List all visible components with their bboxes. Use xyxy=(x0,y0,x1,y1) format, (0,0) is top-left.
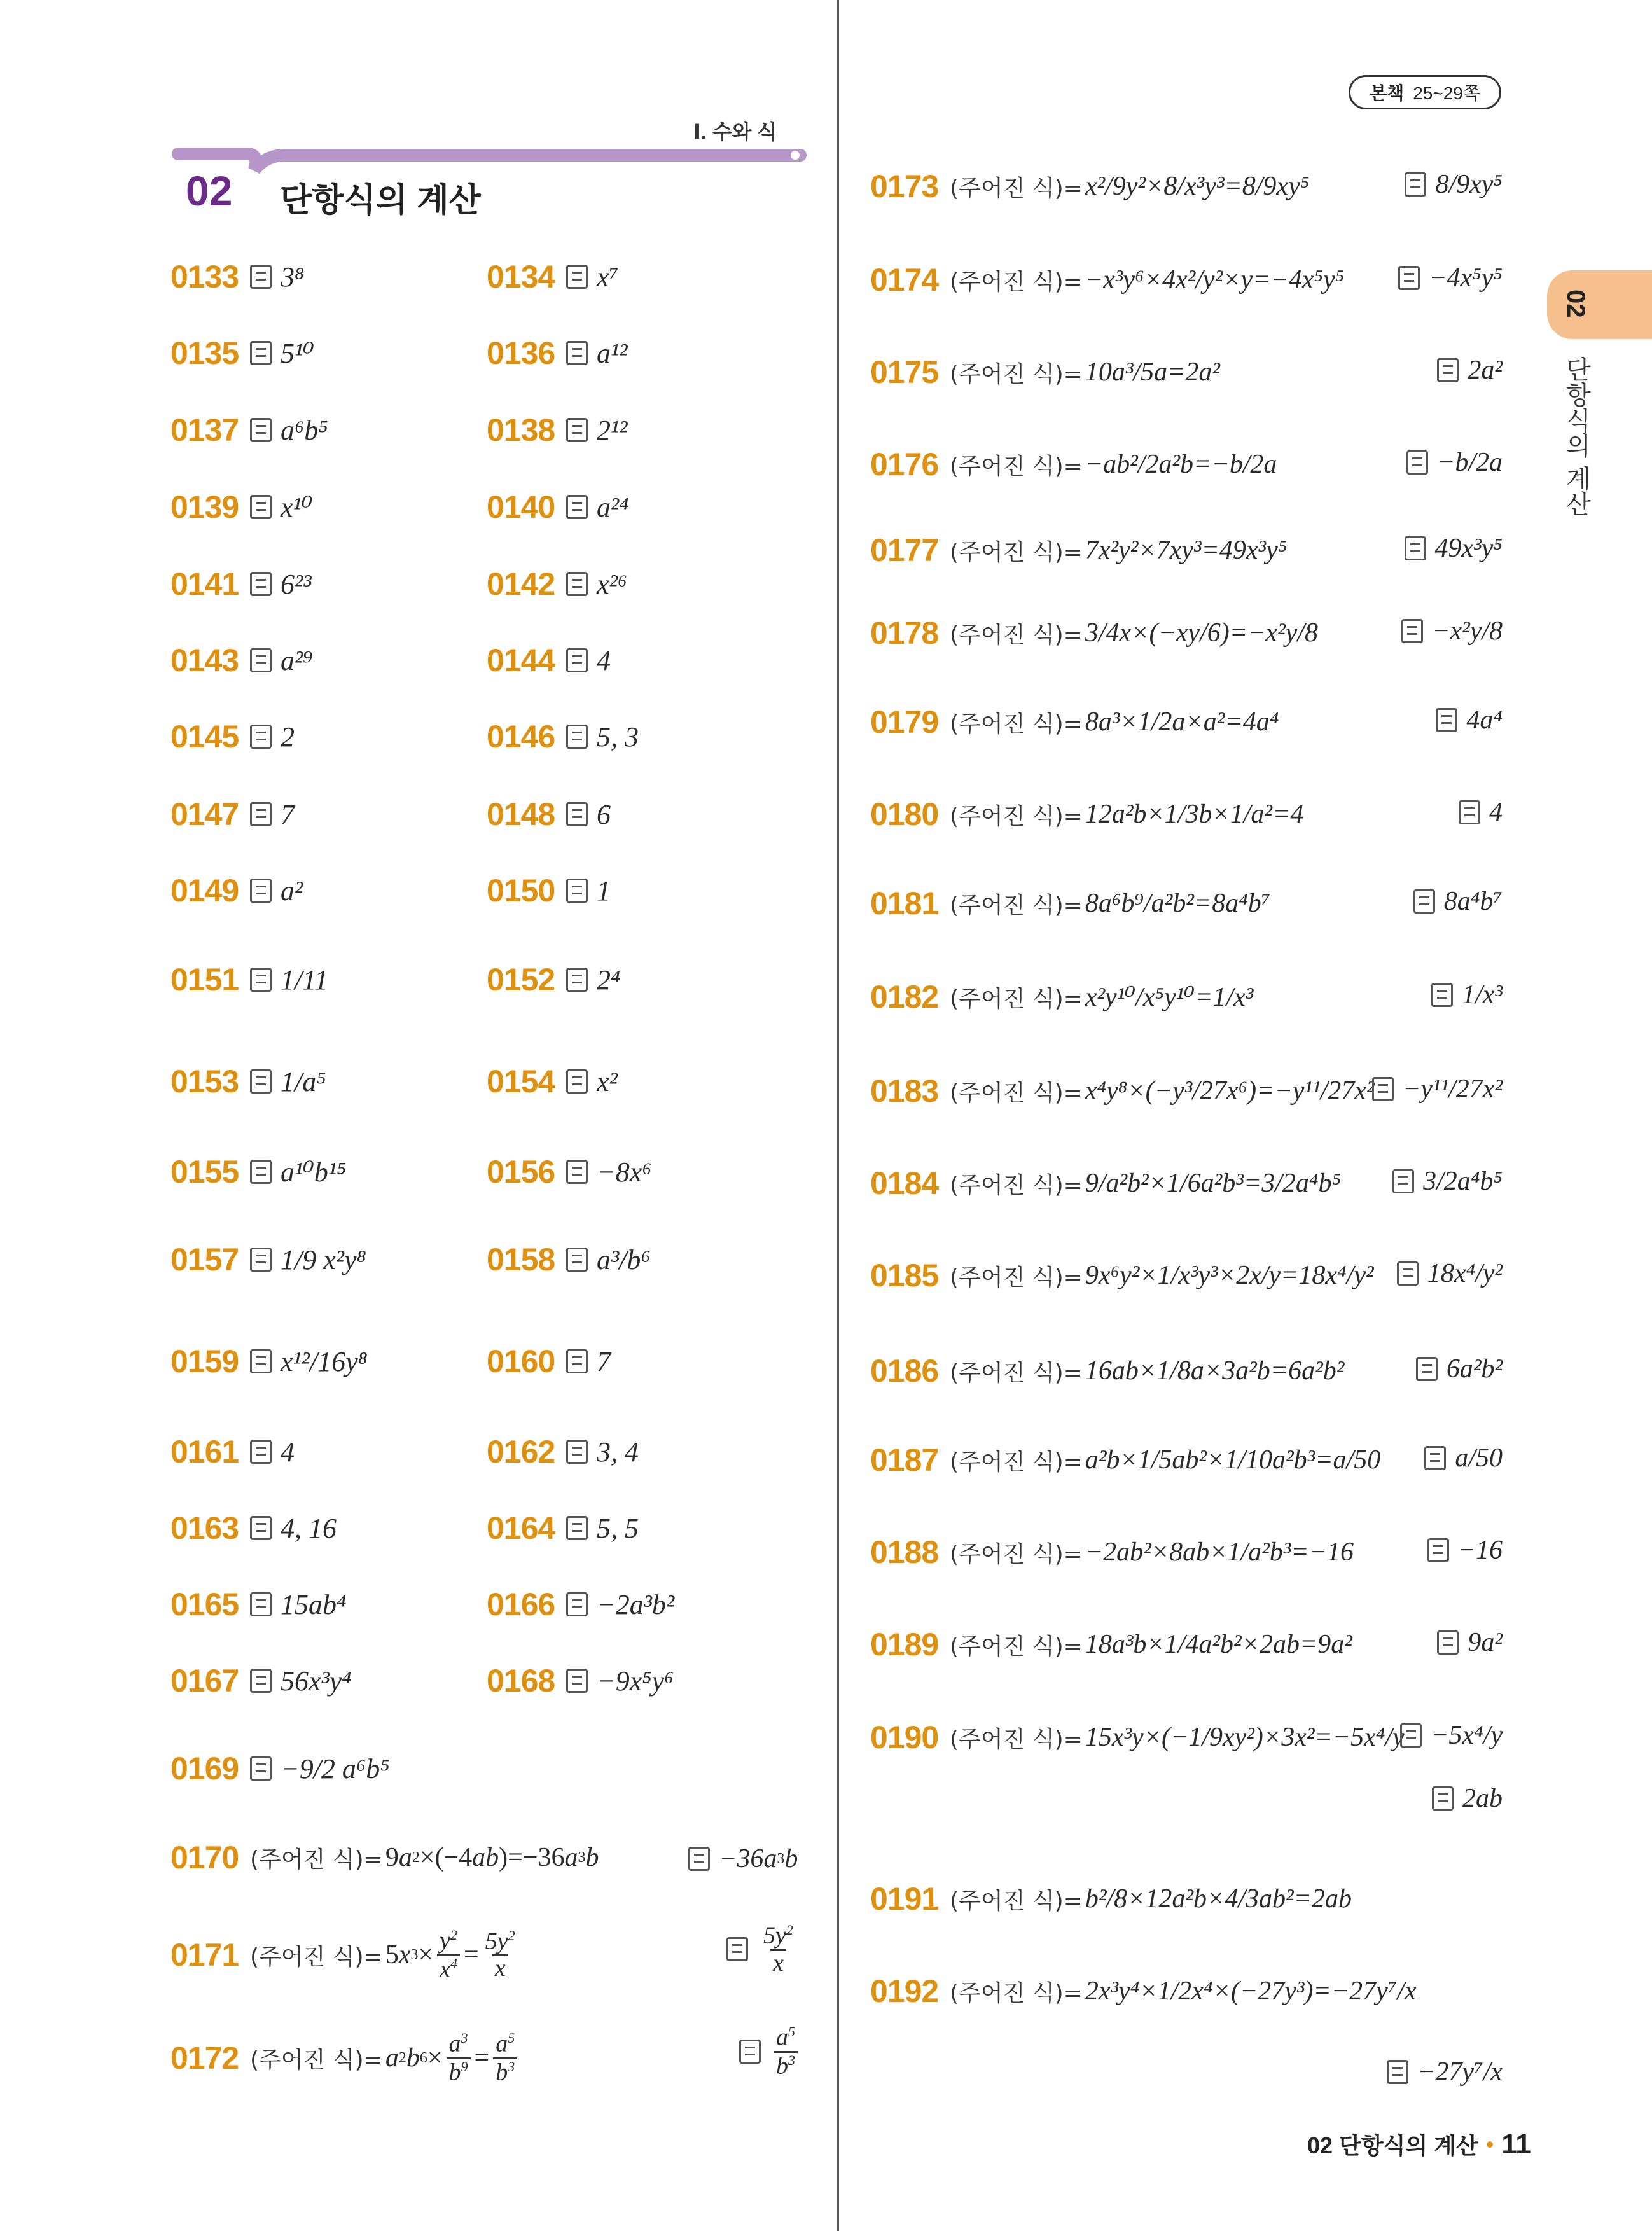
answer-0187 xyxy=(1424,1443,1503,1473)
answer-value: a²⁹ xyxy=(281,644,313,676)
answer-0177 xyxy=(1405,533,1503,564)
problem-number: 0149 xyxy=(170,873,239,908)
footer-dot: • xyxy=(1485,2130,1494,2157)
worked-expression: (주어진 식)= b²/8×12a²b×4/3ab²=2ab xyxy=(950,1884,1352,1914)
answer-0181 xyxy=(1413,886,1503,917)
problem-number: 0189 xyxy=(870,1627,939,1662)
answer-value: 8/9xy⁵ xyxy=(1435,170,1503,199)
section-title: 단항식의 계산 xyxy=(280,182,481,219)
footer-section xyxy=(1307,2128,1531,2160)
answer-icon xyxy=(1413,889,1435,914)
answer-icon xyxy=(566,1669,588,1693)
answer-icon xyxy=(1406,450,1428,475)
answer-value: 4a⁴ xyxy=(1466,705,1503,735)
worked-expression: (주어진 식)= 9/a²b²×1/6a²b³=3/2a⁴b⁵ xyxy=(950,1169,1342,1199)
problem-number: 0173 xyxy=(870,169,939,204)
problem-number: 0155 xyxy=(170,1154,239,1190)
answer-icon xyxy=(566,1592,588,1616)
answer-0191 xyxy=(1432,1783,1503,1814)
reference-badge-strong: 본책 xyxy=(1370,83,1405,103)
answer-icon xyxy=(250,572,272,596)
worked-row-0175 xyxy=(870,337,1220,407)
answer-value: 1/11 xyxy=(281,964,328,996)
answer-icon xyxy=(250,1669,272,1693)
answer-value: 8a⁴b⁷ xyxy=(1443,887,1503,916)
answer-icon xyxy=(1431,983,1453,1007)
answer-icon xyxy=(566,1440,588,1464)
reference-badge-pages: 25~29쪽 xyxy=(1413,83,1480,103)
worked-row-0176 xyxy=(870,429,1277,499)
answer-icon xyxy=(566,1516,588,1540)
answer-row-0164 xyxy=(487,1503,639,1553)
problem-number: 0137 xyxy=(170,412,239,448)
answer-row-0159 xyxy=(170,1336,368,1387)
problem-number: 0161 xyxy=(170,1434,239,1470)
answer-icon xyxy=(250,1756,272,1781)
problem-number: 0139 xyxy=(170,489,239,525)
problem-number: 0141 xyxy=(170,566,239,602)
answer-row-0156 xyxy=(487,1146,652,1197)
section-header-bar xyxy=(170,141,813,198)
answer-value: 3, 4 xyxy=(597,1436,639,1468)
answer-value: −2a³b² xyxy=(597,1588,675,1620)
worked-row-0187 xyxy=(870,1425,1380,1495)
worked-row-0178 xyxy=(870,598,1318,668)
answer-icon xyxy=(1400,1723,1422,1748)
worked-expression: (주어진 식)= x⁴y⁸×(−y³/27x⁶)=−y¹¹/27x² xyxy=(950,1076,1375,1106)
answer-0170: −36 a 3 b xyxy=(688,1844,798,1874)
problem-number: 0167 xyxy=(170,1663,239,1699)
answer-icon xyxy=(250,1349,272,1373)
answer-value: −9/2 a⁶b⁵ xyxy=(281,1753,390,1784)
answer-value: 5, 3 xyxy=(597,721,639,753)
answer-row-0160 xyxy=(487,1336,611,1387)
worked-row-0184 xyxy=(870,1148,1341,1218)
answer-icon xyxy=(250,1069,272,1094)
problem-number: 0159 xyxy=(170,1344,239,1379)
answer-icon xyxy=(250,1440,272,1464)
worked-expression: (주어진 식)= 2x³y⁴×1/2x⁴×(−27y³)=−27y⁷/x xyxy=(950,1977,1417,2006)
worked-row-0173 xyxy=(870,151,1309,221)
worked-expression: (주어진 식)= −x³y⁶×4x²/y²×y=−4x⁵y⁵ xyxy=(950,265,1345,295)
worked-expression: (주어진 식)= 9x⁶y²×1/x³y³×2x/y=18x⁴/y² xyxy=(950,1261,1374,1291)
answer-icon xyxy=(1437,358,1459,382)
worked-expression: (주어진 식)= 8a³×1/2a×a²=4a⁴ xyxy=(950,707,1279,737)
worked-expression: (주어진 식)= 9 a 2 ×(−4 ab )=−36 a 3 b xyxy=(250,1843,599,1873)
answer-value: 18x⁴/y² xyxy=(1427,1259,1503,1288)
problem-number: 0162 xyxy=(487,1434,555,1470)
worked-expression: (주어진 식)= 16ab×1/8a×3a²b=6a²b² xyxy=(950,1356,1345,1386)
problem-number: 0165 xyxy=(170,1587,239,1622)
answer-value: 2¹² xyxy=(597,414,628,446)
answer-icon xyxy=(1372,1077,1394,1101)
answer-0190 xyxy=(1400,1720,1503,1751)
side-tab-title: 단항식의 계산 xyxy=(1562,356,1590,517)
answer-value: 2ab xyxy=(1462,1784,1503,1813)
answer-row-0162 xyxy=(487,1426,639,1477)
worked-expression: (주어진 식)= 10a³/5a=2a² xyxy=(950,358,1221,387)
answer-value: a³/b⁶ xyxy=(597,1244,651,1275)
worked-expression: (주어진 식)= −ab²/2a²b=−b/2a xyxy=(950,450,1277,480)
answer-0180 xyxy=(1459,797,1503,828)
answer-icon xyxy=(566,648,588,672)
answer-icon xyxy=(250,1592,272,1616)
problem-number: 0154 xyxy=(487,1064,555,1099)
worked-row-0188 xyxy=(870,1517,1354,1587)
problem-number: 0143 xyxy=(170,643,239,678)
worked-expression: (주어진 식)= 8a⁶b⁹/a²b²=8a⁴b⁷ xyxy=(950,889,1271,919)
answer-row-0167 xyxy=(170,1655,352,1706)
answer-row-0140 xyxy=(487,482,629,532)
worked-expression: (주어진 식)= a²b×1/5ab²×1/10a²b³=a/50 xyxy=(950,1445,1381,1475)
problem-number: 0142 xyxy=(487,566,555,602)
answer-icon xyxy=(1416,1357,1438,1381)
answer-icon xyxy=(566,1349,588,1373)
worked-expression: (주어진 식)= x²/9y²×8/x³y³=8/9xy⁵ xyxy=(950,172,1310,202)
chapter-tag: Ⅰ. 수와 식 xyxy=(693,120,777,143)
answer-row-0145 xyxy=(170,711,295,762)
page-number: 11 xyxy=(1501,2128,1531,2160)
answer-icon xyxy=(688,1847,710,1871)
answer-value: x¹⁰ xyxy=(281,491,313,523)
answer-value: 5, 5 xyxy=(597,1512,639,1544)
problem-number: 0176 xyxy=(870,447,939,482)
worked-row-0170 xyxy=(170,1832,599,1883)
problem-number: 0164 xyxy=(487,1510,555,1546)
worked-expression: (주어진 식)= 15x³y×(−1/9xy²)×3x²=−5x⁴/y xyxy=(950,1723,1405,1753)
answer-value: −5x⁴/y xyxy=(1431,1721,1503,1750)
answer-value: −9x⁵y⁶ xyxy=(597,1665,674,1697)
worked-expression: (주어진 식)= 5 x 3 × $\frac{y^2}{x^4}$ = $\frac{5y^2}{x}$ xyxy=(250,1926,515,1983)
problem-number: 0182 xyxy=(870,979,939,1015)
answer-icon xyxy=(250,1248,272,1272)
answer-value: 1 xyxy=(597,875,611,907)
answer-value: x⁷ xyxy=(597,261,619,293)
answer-row-0151 xyxy=(170,954,328,1005)
answer-value: a¹² xyxy=(597,337,628,369)
answer-icon xyxy=(250,495,272,519)
problem-number: 0184 xyxy=(870,1165,939,1201)
answer-value: 49x³y⁵ xyxy=(1434,534,1503,563)
answer-row-0147 xyxy=(170,789,295,840)
answer-value: 5¹⁰ xyxy=(281,337,314,369)
answer-icon xyxy=(250,648,272,672)
answer-value: 1/a⁵ xyxy=(281,1066,326,1097)
answer-0179 xyxy=(1436,705,1503,735)
answer-0184 xyxy=(1392,1166,1503,1197)
worked-row-0190 xyxy=(870,1702,1405,1772)
worked-expression: (주어진 식)= −2ab²×8ab×1/a²b³=−16 xyxy=(950,1538,1354,1567)
answer-0174 xyxy=(1398,263,1503,293)
answer-value: x²⁶ xyxy=(597,568,628,600)
answer-icon xyxy=(1398,266,1420,290)
problem-number: 0146 xyxy=(487,719,555,754)
answer-icon xyxy=(566,265,588,289)
answer-value: a⁶b⁵ xyxy=(281,414,328,446)
worked-row-0181 xyxy=(870,868,1270,938)
worked-row-0179 xyxy=(870,687,1279,757)
answer-row-0155 xyxy=(170,1146,346,1197)
answer-value: 2 xyxy=(281,721,295,753)
problem-number: 0187 xyxy=(870,1442,939,1478)
side-tab-number: 02 xyxy=(1562,289,1590,318)
answer-row-0168 xyxy=(487,1655,674,1706)
answer-icon xyxy=(1437,1630,1459,1655)
answer-row-0143 xyxy=(170,635,313,686)
answer-row-0142 xyxy=(487,559,627,609)
problem-number: 0192 xyxy=(870,1973,939,2009)
answer-value: 7 xyxy=(597,1345,611,1377)
problem-number: 0186 xyxy=(870,1353,939,1389)
answer-value: 15ab⁴ xyxy=(281,1588,347,1620)
answer-0182 xyxy=(1431,980,1503,1010)
answer-value: −y¹¹/27x² xyxy=(1402,1074,1503,1104)
answer-row-0166 xyxy=(487,1579,674,1630)
answer-icon xyxy=(250,1160,272,1184)
answer-icon xyxy=(566,725,588,749)
problem-number: 0152 xyxy=(487,962,555,997)
worked-row-0172 xyxy=(170,2023,521,2093)
answer-0183 xyxy=(1372,1074,1503,1104)
answer-icon xyxy=(250,341,272,365)
worked-row-0192 xyxy=(870,1956,1417,2026)
answer-row-0157 xyxy=(170,1234,366,1285)
answer-value: 56x³y⁴ xyxy=(281,1665,352,1697)
problem-number: 0140 xyxy=(487,489,555,525)
problem-number: 0169 xyxy=(170,1751,239,1786)
column-divider xyxy=(837,0,839,2231)
worked-expression: (주어진 식)= a 2 b 6 × $\frac{a^3}{b^9}$ = $\frac{a^5}{b^3}$ xyxy=(250,2031,521,2085)
answer-value: 4 xyxy=(1489,798,1503,827)
answer-icon xyxy=(1432,1786,1454,1811)
answer-row-0146 xyxy=(487,711,639,762)
worked-row-0183 xyxy=(870,1056,1375,1126)
answer-value: 4 xyxy=(597,644,611,676)
problem-number: 0185 xyxy=(870,1258,939,1293)
answer-row-0138 xyxy=(487,405,627,455)
answer-value: 2⁴ xyxy=(597,964,621,996)
answer-0178 xyxy=(1401,616,1503,646)
answer-icon xyxy=(1401,619,1423,643)
answer-value: 3⁸ xyxy=(281,261,305,293)
footer-section-label: 02 단항식의 계산 xyxy=(1307,2132,1478,2158)
answer-icon xyxy=(566,495,588,519)
problem-number: 0144 xyxy=(487,643,555,678)
problem-number: 0151 xyxy=(170,962,239,997)
answer-icon xyxy=(566,968,588,992)
problem-number: 0150 xyxy=(487,873,555,908)
answer-value: 6 xyxy=(597,798,611,830)
problem-number: 0153 xyxy=(170,1064,239,1099)
problem-number: 0178 xyxy=(870,615,939,651)
answer-value: 9a² xyxy=(1468,1628,1503,1657)
problem-number: 0177 xyxy=(870,532,939,568)
answer-row-0137 xyxy=(170,405,328,455)
answer-value: 7 xyxy=(281,798,295,830)
worked-expression: (주어진 식)= 18a³b×1/4a²b²×2ab=9a² xyxy=(950,1630,1352,1660)
answer-0192 xyxy=(1387,2057,1503,2087)
worked-row-0191 xyxy=(870,1864,1352,1934)
answer-icon xyxy=(1405,536,1426,560)
answer-0175 xyxy=(1437,355,1503,386)
answer-value: 4, 16 xyxy=(281,1512,337,1544)
problem-number: 0138 xyxy=(487,412,555,448)
answer-0186 xyxy=(1416,1354,1503,1384)
answer-icon xyxy=(566,1160,588,1184)
answer-icon xyxy=(250,725,272,749)
answer-value: 6²³ xyxy=(281,568,312,600)
answer-icon xyxy=(1427,1538,1449,1562)
answer-0171: $\frac{5y^2}{x}$ xyxy=(726,1922,800,1976)
worked-expression: (주어진 식)= x²y¹⁰/x⁵y¹⁰=1/x³ xyxy=(950,983,1254,1012)
worked-row-0185 xyxy=(870,1241,1374,1310)
problem-number: 0174 xyxy=(870,262,939,298)
problem-number: 0135 xyxy=(170,335,239,371)
problem-number: 0147 xyxy=(170,796,239,832)
answer-row-0150 xyxy=(487,865,611,916)
section-number: 02 xyxy=(186,167,233,214)
worked-row-0180 xyxy=(870,779,1303,849)
problem-number: 0168 xyxy=(487,1663,555,1699)
worked-expression: (주어진 식)= 12a²b×1/3b×1/a²=4 xyxy=(950,800,1304,830)
answer-icon xyxy=(566,879,588,903)
answer-value: a¹⁰b¹⁵ xyxy=(281,1156,347,1188)
answer-value: 4 xyxy=(281,1436,295,1468)
answer-0185 xyxy=(1397,1258,1503,1289)
answer-row-0149 xyxy=(170,865,303,916)
worked-expression: (주어진 식)= 7x²y²×7xy³=49x³y⁵ xyxy=(950,536,1288,566)
answer-value: 3/2a⁴b⁵ xyxy=(1423,1167,1503,1196)
answer-0172: $\frac{a^5}{b^3}$ xyxy=(739,2024,802,2079)
worked-row-0186 xyxy=(870,1336,1344,1406)
problem-number: 0175 xyxy=(870,354,939,390)
answer-row-0165 xyxy=(170,1579,346,1630)
answer-row-0161 xyxy=(170,1426,295,1477)
answer-icon xyxy=(726,1937,748,1961)
answer-value: x² xyxy=(597,1066,618,1097)
answer-icon xyxy=(1392,1169,1414,1193)
answer-value: −16 xyxy=(1457,1536,1503,1565)
problem-number: 0181 xyxy=(870,886,939,921)
worked-row-0174 xyxy=(870,245,1344,315)
worked-row-0189 xyxy=(870,1609,1352,1679)
problem-number: 0157 xyxy=(170,1242,239,1277)
answer-row-0169 xyxy=(170,1743,390,1794)
answer-value: x¹²/16y⁸ xyxy=(281,1345,368,1377)
answer-icon xyxy=(566,418,588,442)
worked-row-0177 xyxy=(870,515,1287,585)
problem-number: 0158 xyxy=(487,1242,555,1277)
answer-row-0134 xyxy=(487,251,619,302)
answer-icon xyxy=(250,802,272,826)
answer-value: −b/2a xyxy=(1436,448,1503,477)
answer-icon xyxy=(1459,800,1480,824)
answer-icon xyxy=(1397,1261,1419,1286)
problem-number: 0133 xyxy=(170,259,239,295)
answer-value: −x²y/8 xyxy=(1432,616,1503,646)
worked-row-0171 xyxy=(170,1920,522,1990)
answer-value: −8x⁶ xyxy=(597,1156,652,1188)
worked-expression: (주어진 식)= 3/4x×(−xy/6)=−x²y/8 xyxy=(950,618,1318,648)
answer-value: 1/9 x²y⁸ xyxy=(281,1244,366,1275)
problem-number: 0166 xyxy=(487,1587,555,1622)
answer-value: 6a²b² xyxy=(1446,1354,1503,1384)
reference-badge xyxy=(1349,75,1501,109)
answer-icon xyxy=(566,1069,588,1094)
answer-row-0154 xyxy=(487,1056,618,1107)
answer-row-0152 xyxy=(487,954,620,1005)
answer-icon xyxy=(1436,708,1457,732)
answer-value: −4x⁵y⁵ xyxy=(1429,263,1503,293)
problem-number: 0179 xyxy=(870,704,939,740)
problem-number: 0136 xyxy=(487,335,555,371)
problem-number: 0156 xyxy=(487,1154,555,1190)
answer-icon xyxy=(566,341,588,365)
answer-icon xyxy=(250,968,272,992)
problem-number: 0180 xyxy=(870,796,939,832)
answer-0176 xyxy=(1406,447,1503,478)
answer-value: a² xyxy=(281,875,303,907)
problem-number: 0171 xyxy=(170,1937,239,1973)
answer-icon xyxy=(250,418,272,442)
answer-row-0158 xyxy=(487,1234,651,1285)
problem-number: 0148 xyxy=(487,796,555,832)
answer-value: 1/x³ xyxy=(1462,980,1503,1010)
answer-icon xyxy=(1424,1446,1446,1470)
answer-icon xyxy=(566,802,588,826)
answer-icon xyxy=(739,2040,761,2064)
answer-icon xyxy=(250,265,272,289)
answer-icon xyxy=(566,1248,588,1272)
worked-row-0182 xyxy=(870,962,1253,1032)
answer-row-0144 xyxy=(487,635,611,686)
answer-0189 xyxy=(1437,1627,1503,1658)
answer-0173 xyxy=(1405,169,1503,200)
answer-0188 xyxy=(1427,1535,1503,1566)
answer-row-0141 xyxy=(170,559,311,609)
answer-row-0135 xyxy=(170,328,314,379)
answer-row-0139 xyxy=(170,482,312,532)
answer-row-0163 xyxy=(170,1503,337,1553)
problem-number: 0190 xyxy=(870,1720,939,1755)
answer-row-0153 xyxy=(170,1056,326,1107)
answer-row-0133 xyxy=(170,251,304,302)
problem-number: 0188 xyxy=(870,1534,939,1570)
problem-number: 0163 xyxy=(170,1510,239,1546)
answer-row-0136 xyxy=(487,328,627,379)
problem-number: 0191 xyxy=(870,1881,939,1917)
problem-number: 0183 xyxy=(870,1073,939,1109)
problem-number: 0172 xyxy=(170,2040,239,2076)
answer-value: −27y⁷/x xyxy=(1417,2057,1503,2087)
problem-number: 0145 xyxy=(170,719,239,754)
problem-number: 0134 xyxy=(487,259,555,295)
answer-icon xyxy=(566,572,588,596)
answer-value: 2a² xyxy=(1468,356,1503,385)
answer-icon xyxy=(1387,2060,1408,2084)
answer-icon xyxy=(250,879,272,903)
problem-number: 0170 xyxy=(170,1840,239,1875)
answer-icon xyxy=(250,1516,272,1540)
answer-icon xyxy=(1405,172,1426,197)
answer-value: a/50 xyxy=(1455,1443,1503,1473)
problem-number: 0160 xyxy=(487,1344,555,1379)
answer-row-0148 xyxy=(487,789,611,840)
answer-value: a²⁴ xyxy=(597,491,629,523)
